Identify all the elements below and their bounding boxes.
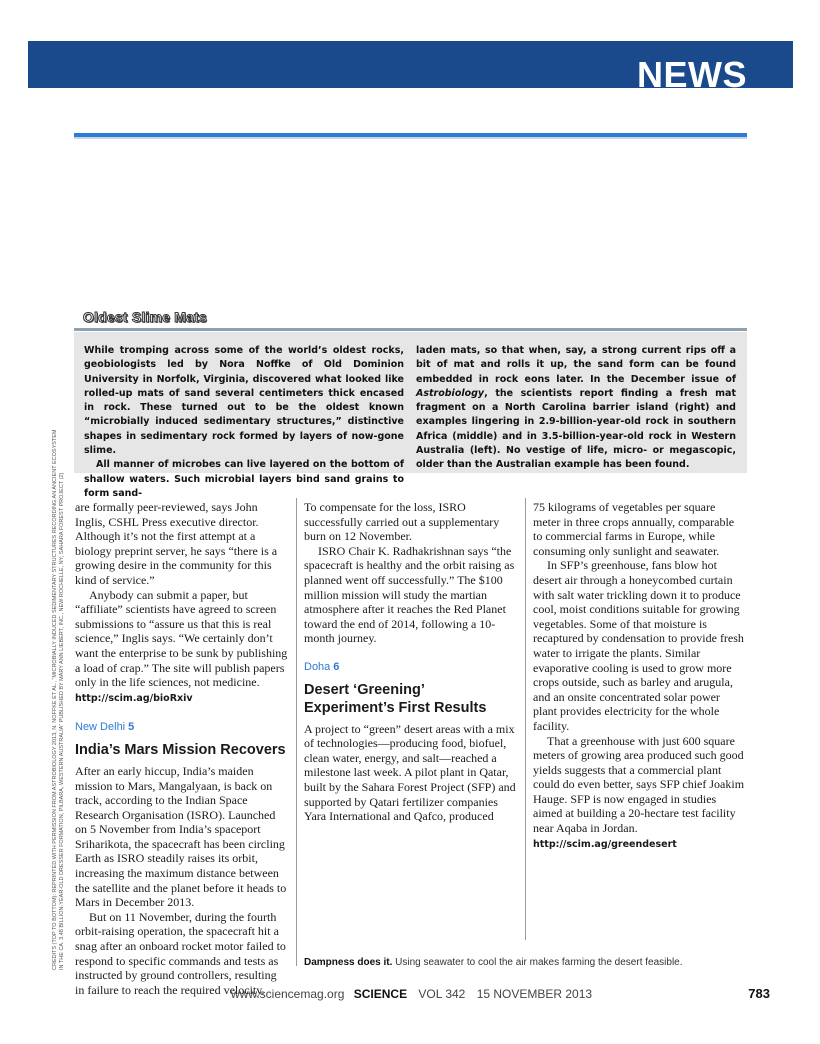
article-headline: Desert ‘Greening’ Experiment’s First Results [304,681,487,716]
body-paragraph: ISRO Chair K. Radhakrishnan says “the spacecraft is healthy and the orbit raising as planned went off successfully.” The $100 million mission will study the martian atmosphere after it reaches the Red Planet toward the end of 2014, following a 10-month journey. [304,543,515,646]
journal-name: Astrobiology [416,387,485,399]
caption-paragraph: While tromping across some of the world’s oldest rocks, geobiologists led by Nora Noffke of Old Dominion University in Norfolk, Virginia, discovered what looked like rolled-up mats of sand several centimeters thick encased in rock. These turned out to be the oldest known “microbially induced sedimentary structures,” distinctive shapes in sedimentary rock formed by layers of now-gone slime. [84,345,404,457]
page-footer [231,987,592,1001]
dateline: New Delhi 5 [75,721,135,734]
feature-caption-box [74,332,747,499]
photo-caption: Dampness does it. Using seawater to cool the air makes farming the desert feasible. [304,957,683,968]
body-paragraph: That a greenhouse with just 600 square meters of growing area produced such good yields suggests that a commercial plant could do even better, says SFP chief Joakim Hauge. SFP is now engaged in studies aimed at building a 20-hectare test facility near Aqaba in Jordan. http://scim.ag/greendesert [533,733,745,850]
top-rule-shadow [74,137,747,139]
volume: VOL 342 [418,987,466,1001]
website[interactable]: www.sciencemag.org [231,987,345,1001]
caption-column-right [416,344,736,473]
page-number: 783 [748,986,770,1001]
body-paragraph: To compensate for the loss, ISRO successfully carried out a supplementary burn on 12 November. [304,500,500,544]
column-divider [525,498,526,940]
body-paragraph: But on 11 November, during the fourth orbit-raising operation, the spacecraft hit a snag after an onboard rocket motor failed to respond to specific commands and tests as instructed by ground controllers, resulting in failure to reach the required velocity. [75,909,286,997]
article-column-3 [533,500,745,852]
column-divider [296,498,297,966]
body-paragraph: 75 kilograms of vegetables per square meter in three crops annually, comparable to commercial farms in Europe, while consuming only sunlight and seawater. [533,500,735,558]
article-link[interactable]: http://scim.ag/greendesert [533,838,677,850]
location-number: 6 [333,660,340,673]
caption-paragraph: laden mats, so that when, say, a strong current rips off a bit of mat and rolls it up, the sand form can be found embedded in rock eons later. In the December issue of Astrobiology, the scientists report finding a fresh mat fragment on a North Carolina barrier island (right) and examples lingering in 2.9-billion-year-old rock in southern Africa (middle) and in 3.5-billion-year-old rock in Western Australia (left). No vestige of life, micro- or megascopic, older than the Australian example has been found. [416,345,736,471]
feature-title: Oldest Slime Mats [83,309,207,325]
article-headline: India’s Mars Mission Recovers [75,741,286,758]
news-banner [28,41,793,95]
body-paragraph: are formally peer-reviewed, says John Inglis, CSHL Press executive director. Although it’s not the first attempt at a biology preprint server, he says “there is a growing desire in the community for this kind of service.” [75,500,278,587]
body-paragraph: In SFP’s greenhouse, fans blow hot desert air through a honeycombed curtain with salt water trickling down it to produce cool, moist conditions suitable for growing vegetables. Some of that moisture is recaptured by condensation to provide fresh water to irrigate the plants. Similar evaporative cooling is used to grow more crops outside, such as barley and arugula, and an onsite concentrated solar power plant provides electricity for the whole facility. [533,558,744,733]
body-paragraph: After an early hiccup, India’s maiden mission to Mars, Mangalyaan, is back on track, according to the Indian Space Research Organisation (ISRO). Launched on 5 November from India’s spaceport Sriharikota, the spacecraft has been circling Earth as ISRO steadily raises its orbit, increasing the maximum distance between the satellite and the planet before it heads to Mars in December 2013. [75,763,287,910]
caption-column-left [84,344,404,501]
section-title: NEWS [637,54,747,95]
article-column-1 [75,500,288,997]
location-number: 5 [128,721,135,734]
issue-date: 15 NOVEMBER 2013 [476,987,593,1001]
photo-credits: CREDITS (TOP TO BOTTOM): REPRINTED WITH PERMISSION FROM ASTROBIOLOGY 2013, N. NOFFKE ET AL., “MICROBIALLY INDUCED SEDIMENTARY STRUCTURES RECORDING AN ANCIENT ECOSYSTEM IN THE CA. 3.48 BILLION-YEAR-OLD DRESSER FORMATION, PILBARA, WESTERN AUSTRALIA” PUBLISHED BY MARY ANN LIEBERT, INC., NEW ROCHELLE, NY; SAHARA FOREST PROJECT (2) [52,429,65,970]
feature-rule [74,328,747,331]
journal-brand: SCIENCE [353,987,408,1001]
caption-paragraph: All manner of microbes can live layered on the bottom of shallow waters. Such microbial layers bind sand grains to form sand- [84,459,404,499]
body-paragraph: Anybody can submit a paper, but “affiliate” scientists have agreed to screen submissions to “assure us that this is real science,” Inglis says. “We certainly don’t want the enterprise to be sunk by publishing a load of crap.” The site will publish papers only in the life sciences, not medicine. http://scim.ag/bioRxiv [75,587,288,704]
article-column-2 [304,500,517,824]
body-paragraph: A project to “green” desert areas with a mix of technologies—producing food, biofuel, clean water, energy, and salt—reached a milestone last week. A pilot plant in Qatar, built by the Sahara Forest Project (SFP) and supported by Qatari fertilizer companies Yara International and Qafco, produced [304,721,516,824]
dateline: Doha 6 [304,660,340,673]
article-link[interactable]: http://scim.ag/bioRxiv [75,692,193,704]
